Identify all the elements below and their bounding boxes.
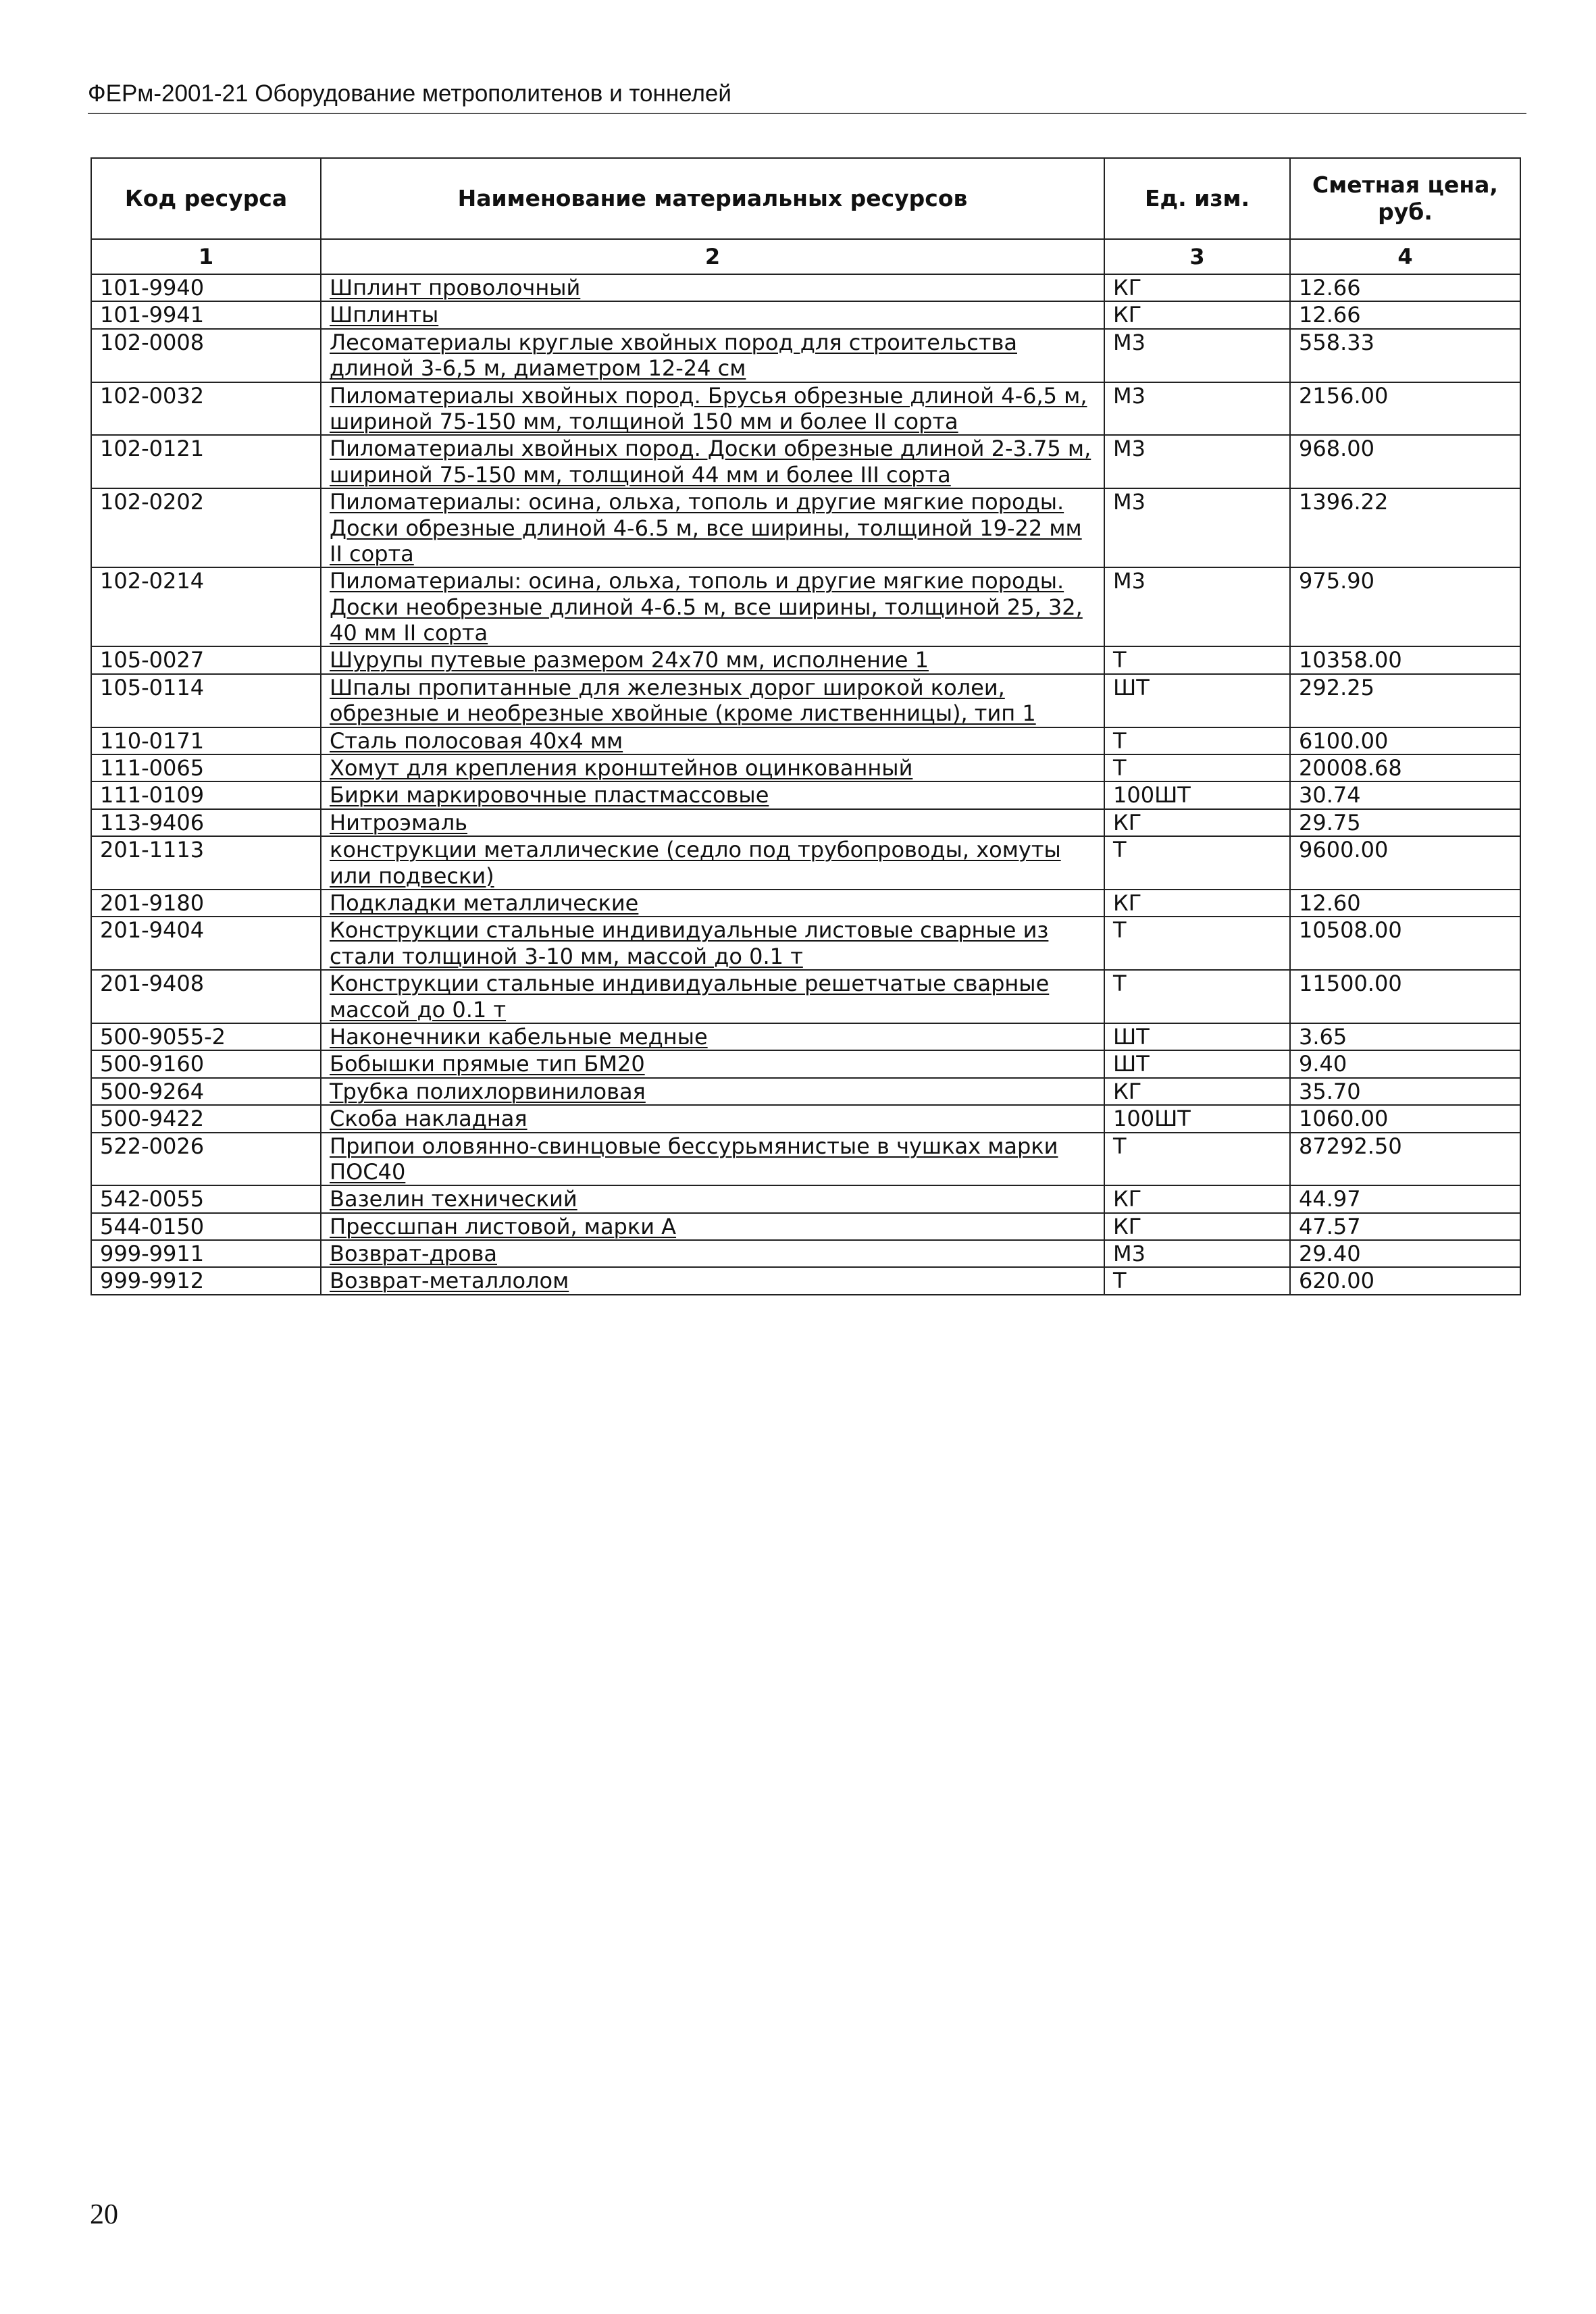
resource-name: Вазелин технический bbox=[321, 1185, 1104, 1212]
resource-name: Припои оловянно-свинцовые бессурьмянистые в чушках марки ПОС40 bbox=[321, 1133, 1104, 1186]
resource-code: 102-0202 bbox=[91, 488, 321, 567]
table-row bbox=[91, 890, 1520, 917]
unit-of-measure: КГ bbox=[1104, 301, 1290, 328]
unit-of-measure: Т bbox=[1104, 727, 1290, 754]
unit-of-measure: Т bbox=[1104, 1267, 1290, 1294]
table-row bbox=[91, 754, 1520, 781]
unit-of-measure: КГ bbox=[1104, 890, 1290, 917]
table-row bbox=[91, 809, 1520, 836]
estimated-price: 29.75 bbox=[1290, 809, 1520, 836]
table-row bbox=[91, 781, 1520, 808]
estimated-price: 975.90 bbox=[1290, 567, 1520, 646]
unit-of-measure: Т bbox=[1104, 1133, 1290, 1186]
table-row bbox=[91, 917, 1520, 970]
estimated-price: 35.70 bbox=[1290, 1078, 1520, 1105]
table-row bbox=[91, 1050, 1520, 1077]
unit-of-measure: М3 bbox=[1104, 488, 1290, 567]
resource-code: 111-0065 bbox=[91, 754, 321, 781]
estimated-price: 6100.00 bbox=[1290, 727, 1520, 754]
resource-name: Бирки маркировочные пластмассовые bbox=[321, 781, 1104, 808]
column-number: 1 bbox=[91, 239, 321, 274]
resource-code: 102-0121 bbox=[91, 435, 321, 488]
estimated-price: 10358.00 bbox=[1290, 646, 1520, 673]
resource-code: 542-0055 bbox=[91, 1185, 321, 1212]
resource-name: Наконечники кабельные медные bbox=[321, 1023, 1104, 1050]
resource-code: 500-9055-2 bbox=[91, 1023, 321, 1050]
estimated-price: 29.40 bbox=[1290, 1240, 1520, 1267]
table-row bbox=[91, 970, 1520, 1023]
estimated-price: 12.60 bbox=[1290, 890, 1520, 917]
table-row bbox=[91, 727, 1520, 754]
column-header-unit: Ед. изм. bbox=[1104, 158, 1290, 239]
unit-of-measure: Т bbox=[1104, 646, 1290, 673]
estimated-price: 3.65 bbox=[1290, 1023, 1520, 1050]
table-row bbox=[91, 1240, 1520, 1267]
resource-code: 110-0171 bbox=[91, 727, 321, 754]
unit-of-measure: КГ bbox=[1104, 1078, 1290, 1105]
table-row bbox=[91, 1023, 1520, 1050]
column-header-price: Сметная цена, руб. bbox=[1290, 158, 1520, 239]
resource-name: Сталь полосовая 40х4 мм bbox=[321, 727, 1104, 754]
resource-name: Пиломатериалы: осина, ольха, тополь и другие мягкие породы. Доски обрезные длиной 4-6.5 м, все ширины, толщиной 19-22 мм II сорта bbox=[321, 488, 1104, 567]
resource-code: 999-9911 bbox=[91, 1240, 321, 1267]
estimated-price: 87292.50 bbox=[1290, 1133, 1520, 1186]
resource-name: Возврат-дрова bbox=[321, 1240, 1104, 1267]
table-row bbox=[91, 1185, 1520, 1212]
table-row bbox=[91, 674, 1520, 727]
resource-name: Подкладки металлические bbox=[321, 890, 1104, 917]
resource-code: 105-0027 bbox=[91, 646, 321, 673]
unit-of-measure: М3 bbox=[1104, 329, 1290, 382]
column-header-code: Код ресурса bbox=[91, 158, 321, 239]
table-row bbox=[91, 567, 1520, 646]
column-number: 4 bbox=[1290, 239, 1520, 274]
resource-name: Прессшпан листовой, марки А bbox=[321, 1213, 1104, 1240]
table-row bbox=[91, 1078, 1520, 1105]
resources-table bbox=[91, 157, 1521, 1295]
table-row bbox=[91, 301, 1520, 328]
unit-of-measure: ШТ bbox=[1104, 674, 1290, 727]
estimated-price: 12.66 bbox=[1290, 301, 1520, 328]
unit-of-measure: М3 bbox=[1104, 382, 1290, 436]
resource-name: Бобышки прямые тип БМ20 bbox=[321, 1050, 1104, 1077]
unit-of-measure: Т bbox=[1104, 917, 1290, 970]
unit-of-measure: Т bbox=[1104, 754, 1290, 781]
estimated-price: 292.25 bbox=[1290, 674, 1520, 727]
resource-code: 201-9180 bbox=[91, 890, 321, 917]
resource-code: 102-0008 bbox=[91, 329, 321, 382]
estimated-price: 20008.68 bbox=[1290, 754, 1520, 781]
table-row bbox=[91, 274, 1520, 301]
table-body bbox=[91, 274, 1520, 1295]
resource-name: Трубка полихлорвиниловая bbox=[321, 1078, 1104, 1105]
document-header: ФЕРм-2001-21 Оборудование метрополитенов и тоннелей bbox=[88, 81, 1526, 114]
estimated-price: 2156.00 bbox=[1290, 382, 1520, 436]
column-number: 3 bbox=[1104, 239, 1290, 274]
resource-name: Шплинт проволочный bbox=[321, 274, 1104, 301]
column-header-name: Наименование материальных ресурсов bbox=[321, 158, 1104, 239]
resource-code: 102-0214 bbox=[91, 567, 321, 646]
resource-name: Конструкции стальные индивидуальные листовые сварные из стали толщиной 3-10 мм, массой до 0.1 т bbox=[321, 917, 1104, 970]
resource-code: 113-9406 bbox=[91, 809, 321, 836]
unit-of-measure: КГ bbox=[1104, 274, 1290, 301]
unit-of-measure: КГ bbox=[1104, 1213, 1290, 1240]
resource-name: Шпалы пропитанные для железных дорог широкой колеи, обрезные и необрезные хвойные (кроме лиственницы), тип 1 bbox=[321, 674, 1104, 727]
resource-name: Возврат-металлолом bbox=[321, 1267, 1104, 1294]
unit-of-measure: ШТ bbox=[1104, 1050, 1290, 1077]
unit-of-measure: 100ШТ bbox=[1104, 1105, 1290, 1132]
resource-code: 101-9940 bbox=[91, 274, 321, 301]
estimated-price: 558.33 bbox=[1290, 329, 1520, 382]
resource-name: Нитроэмаль bbox=[321, 809, 1104, 836]
resource-code: 500-9422 bbox=[91, 1105, 321, 1132]
unit-of-measure: КГ bbox=[1104, 1185, 1290, 1212]
resource-code: 201-9408 bbox=[91, 970, 321, 1023]
resource-code: 101-9941 bbox=[91, 301, 321, 328]
resource-code: 500-9160 bbox=[91, 1050, 321, 1077]
table-row bbox=[91, 1133, 1520, 1186]
resource-name: Пиломатериалы: осина, ольха, тополь и другие мягкие породы. Доски необрезные длиной 4-6.5 м, все ширины, толщиной 25, 32, 40 мм II сорта bbox=[321, 567, 1104, 646]
table-row bbox=[91, 488, 1520, 567]
unit-of-measure: М3 bbox=[1104, 567, 1290, 646]
resource-name: конструкции металлические (седло под трубопроводы, хомуты или подвески) bbox=[321, 836, 1104, 890]
unit-of-measure: ШТ bbox=[1104, 1023, 1290, 1050]
resource-name: Пиломатериалы хвойных пород. Доски обрезные длиной 2-3.75 м, шириной 75-150 мм, толщиной 44 мм и более III сорта bbox=[321, 435, 1104, 488]
table-row bbox=[91, 646, 1520, 673]
unit-of-measure: 100ШТ bbox=[1104, 781, 1290, 808]
estimated-price: 12.66 bbox=[1290, 274, 1520, 301]
resource-name: Скоба накладная bbox=[321, 1105, 1104, 1132]
resource-name: Лесоматериалы круглые хвойных пород для строительства длиной 3-6,5 м, диаметром 12-24 см bbox=[321, 329, 1104, 382]
column-number: 2 bbox=[321, 239, 1104, 274]
resource-code: 500-9264 bbox=[91, 1078, 321, 1105]
estimated-price: 1396.22 bbox=[1290, 488, 1520, 567]
resource-code: 111-0109 bbox=[91, 781, 321, 808]
resource-name: Конструкции стальные индивидуальные решетчатые сварные массой до 0.1 т bbox=[321, 970, 1104, 1023]
resource-name: Шплинты bbox=[321, 301, 1104, 328]
page-number: 20 bbox=[90, 2199, 118, 2230]
estimated-price: 44.97 bbox=[1290, 1185, 1520, 1212]
resource-code: 544-0150 bbox=[91, 1213, 321, 1240]
estimated-price: 9.40 bbox=[1290, 1050, 1520, 1077]
unit-of-measure: Т bbox=[1104, 836, 1290, 890]
resource-code: 105-0114 bbox=[91, 674, 321, 727]
estimated-price: 10508.00 bbox=[1290, 917, 1520, 970]
resource-code: 201-1113 bbox=[91, 836, 321, 890]
resource-code: 999-9912 bbox=[91, 1267, 321, 1294]
table-row bbox=[91, 1105, 1520, 1132]
estimated-price: 30.74 bbox=[1290, 781, 1520, 808]
table-header-row bbox=[91, 158, 1520, 239]
resource-code: 522-0026 bbox=[91, 1133, 321, 1186]
table-row bbox=[91, 435, 1520, 488]
resource-name: Хомут для крепления кронштейнов оцинкованный bbox=[321, 754, 1104, 781]
table-row bbox=[91, 1213, 1520, 1240]
unit-of-measure: Т bbox=[1104, 970, 1290, 1023]
resource-code: 102-0032 bbox=[91, 382, 321, 436]
table-row bbox=[91, 329, 1520, 382]
resource-name: Шурупы путевые размером 24х70 мм, исполнение 1 bbox=[321, 646, 1104, 673]
estimated-price: 11500.00 bbox=[1290, 970, 1520, 1023]
table-row bbox=[91, 382, 1520, 436]
estimated-price: 47.57 bbox=[1290, 1213, 1520, 1240]
unit-of-measure: М3 bbox=[1104, 435, 1290, 488]
estimated-price: 1060.00 bbox=[1290, 1105, 1520, 1132]
table-row bbox=[91, 1267, 1520, 1294]
table-row bbox=[91, 836, 1520, 890]
column-number-row bbox=[91, 239, 1520, 274]
estimated-price: 620.00 bbox=[1290, 1267, 1520, 1294]
unit-of-measure: М3 bbox=[1104, 1240, 1290, 1267]
unit-of-measure: КГ bbox=[1104, 809, 1290, 836]
resource-code: 201-9404 bbox=[91, 917, 321, 970]
estimated-price: 968.00 bbox=[1290, 435, 1520, 488]
estimated-price: 9600.00 bbox=[1290, 836, 1520, 890]
resource-name: Пиломатериалы хвойных пород. Брусья обрезные длиной 4-6,5 м, шириной 75-150 мм, толщиной 150 мм и более II сорта bbox=[321, 382, 1104, 436]
